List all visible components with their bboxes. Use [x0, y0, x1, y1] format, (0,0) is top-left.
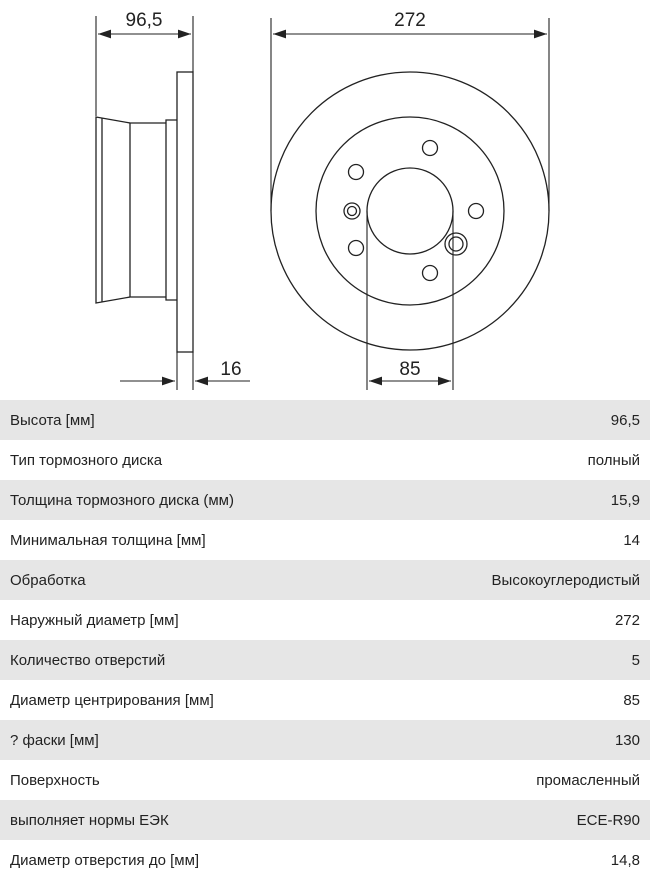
spec-label: Поверхность [10, 771, 100, 789]
outer-rim [271, 72, 549, 350]
outer-diameter-dimension [271, 18, 549, 211]
spec-label: Наружный диаметр [мм] [10, 611, 179, 629]
bolt-hole [423, 266, 438, 281]
hat-flange [166, 120, 177, 300]
hat-taper [96, 117, 130, 303]
height-dimension-label: 96,5 [125, 10, 163, 31]
spec-value: 272 [614, 611, 640, 629]
spec-value: промасленный [536, 771, 640, 789]
bolt-hole [349, 241, 364, 256]
spec-value: 130 [614, 731, 640, 749]
spec-value: Высокоуглеродистый [491, 571, 640, 589]
spec-label: выполняет нормы ЕЭК [10, 811, 169, 829]
spec-value: 85 [623, 691, 640, 709]
spec-value: 96,5 [610, 411, 640, 429]
spec-label: Количество отверстий [10, 651, 166, 669]
spec-label: Диаметр отверстия до [мм] [10, 851, 200, 869]
front-view [271, 72, 549, 350]
center-bore [367, 168, 453, 254]
thickness-dimension-label: 16 [220, 359, 242, 380]
spec-row [0, 400, 650, 440]
spec-value: 15,9 [610, 491, 640, 509]
height-dimension [96, 16, 193, 116]
spec-row [0, 520, 650, 560]
spec-label: Высота [мм] [10, 411, 95, 429]
spec-row [0, 680, 650, 720]
spec-table [0, 400, 650, 880]
locating-hole-outer [344, 203, 360, 219]
bolt-hole [349, 165, 364, 180]
spec-label: Минимальная толщина [мм] [10, 531, 206, 549]
center-diameter-label: 85 [399, 359, 421, 380]
spec-label: ? фаски [мм] [10, 731, 99, 749]
spec-row [0, 800, 650, 840]
locating-hole-inner [449, 237, 463, 251]
spec-row [0, 560, 650, 600]
rotor-plate-outline [177, 72, 193, 352]
spec-label: Диаметр центрирования [мм] [10, 691, 214, 709]
spec-value: 14 [623, 531, 640, 549]
bolt-hole [469, 204, 484, 219]
spec-row [0, 840, 650, 880]
spec-label: Тип тормозного диска [10, 451, 163, 469]
locating-hole-outer [445, 233, 467, 255]
spec-row [0, 480, 650, 520]
spec-value: ECE-R90 [576, 811, 640, 829]
side-view [96, 72, 193, 352]
spec-label: Толщина тормозного диска (мм) [10, 491, 234, 509]
locating-hole-inner [348, 207, 357, 216]
spec-row [0, 640, 650, 680]
spec-row [0, 440, 650, 480]
bolt-hole [423, 141, 438, 156]
spec-row [0, 600, 650, 640]
outer-diameter-label: 272 [394, 10, 426, 31]
spec-value: 5 [631, 651, 640, 669]
hat-body [130, 123, 166, 297]
spec-row [0, 720, 650, 760]
spec-row [0, 760, 650, 800]
spec-value: полный [587, 451, 640, 469]
brake-disc-drawing [0, 0, 650, 400]
spec-label: Обработка [10, 571, 86, 589]
spec-value: 14,8 [610, 851, 640, 869]
